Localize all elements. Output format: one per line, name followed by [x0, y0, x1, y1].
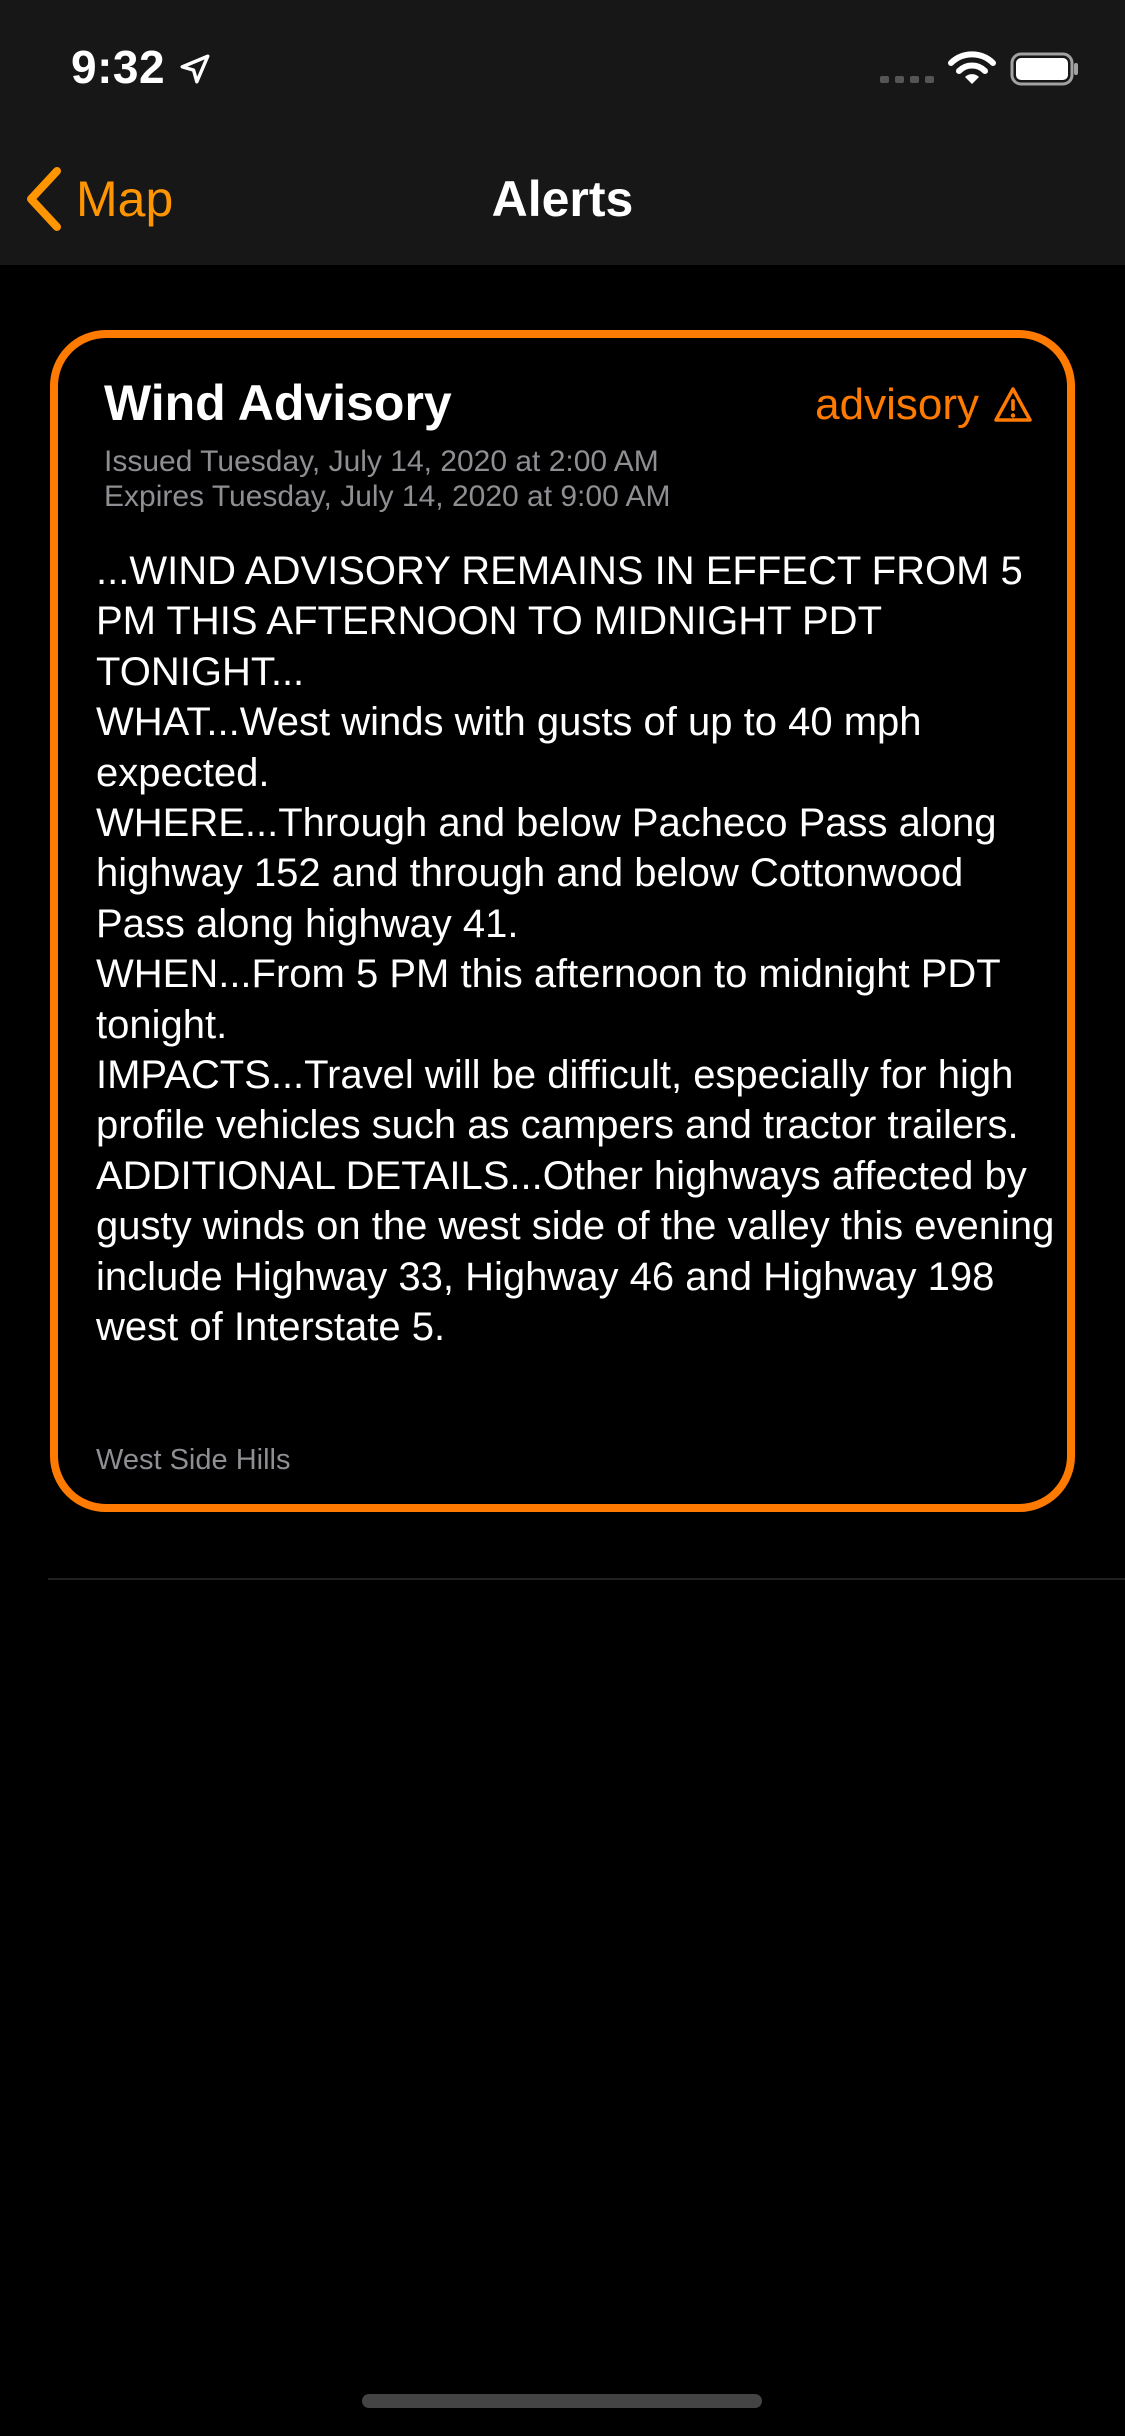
navigation-bar: [0, 132, 1125, 265]
alert-times: [104, 444, 670, 514]
status-bar: [0, 0, 1125, 132]
alert-body: [96, 546, 1056, 1353]
alert-body-impacts: IMPACTS...Travel will be difficult, especially for high profile vehicles such as campers and tractor trailers.: [96, 1053, 1019, 1148]
alert-area: West Side Hills: [96, 1444, 291, 1476]
page-title: Alerts: [491, 171, 634, 227]
cellular-signal-icon: [880, 73, 934, 85]
severity-label: advisory: [815, 380, 979, 429]
home-indicator[interactable]: [362, 2394, 762, 2408]
alert-body-what: WHAT...West winds with gusts of up to 40 mph expected.: [96, 700, 922, 795]
alert-severity: [815, 380, 1033, 430]
warning-triangle-icon: [993, 386, 1033, 424]
alert-body-where: WHERE...Through and below Pacheco Pass along highway 152 and through and below Cottonwood Pass along highway 41.: [96, 801, 997, 946]
location-arrow-icon: [178, 52, 212, 86]
back-button-label: Map: [76, 171, 174, 227]
alert-issued: Issued Tuesday, July 14, 2020 at 2:00 AM: [104, 445, 659, 478]
alert-body-when: WHEN...From 5 PM this afternoon to midnight PDT tonight.: [96, 952, 1001, 1047]
wifi-icon: [948, 50, 996, 86]
alert-body-headline: ...WIND ADVISORY REMAINS IN EFFECT FROM 5 PM THIS AFTERNOON TO MIDNIGHT PDT TONIGHT...: [96, 549, 1023, 694]
alert-body-details: ADDITIONAL DETAILS...Other highways affected by gusty winds on the west side of the valley this evening include Highway 33, Highway 46 and Highway 198 west of Interstate 5.: [96, 1153, 1055, 1350]
alert-card[interactable]: [50, 330, 1075, 1512]
alert-title: Wind Advisory: [104, 375, 452, 431]
list-separator: [48, 1578, 1125, 1580]
alert-expires: Expires Tuesday, July 14, 2020 at 9:00 AM: [104, 480, 671, 513]
battery-icon: [1010, 52, 1080, 86]
status-time: 9:32: [71, 41, 166, 93]
top-chrome: [0, 0, 1125, 265]
